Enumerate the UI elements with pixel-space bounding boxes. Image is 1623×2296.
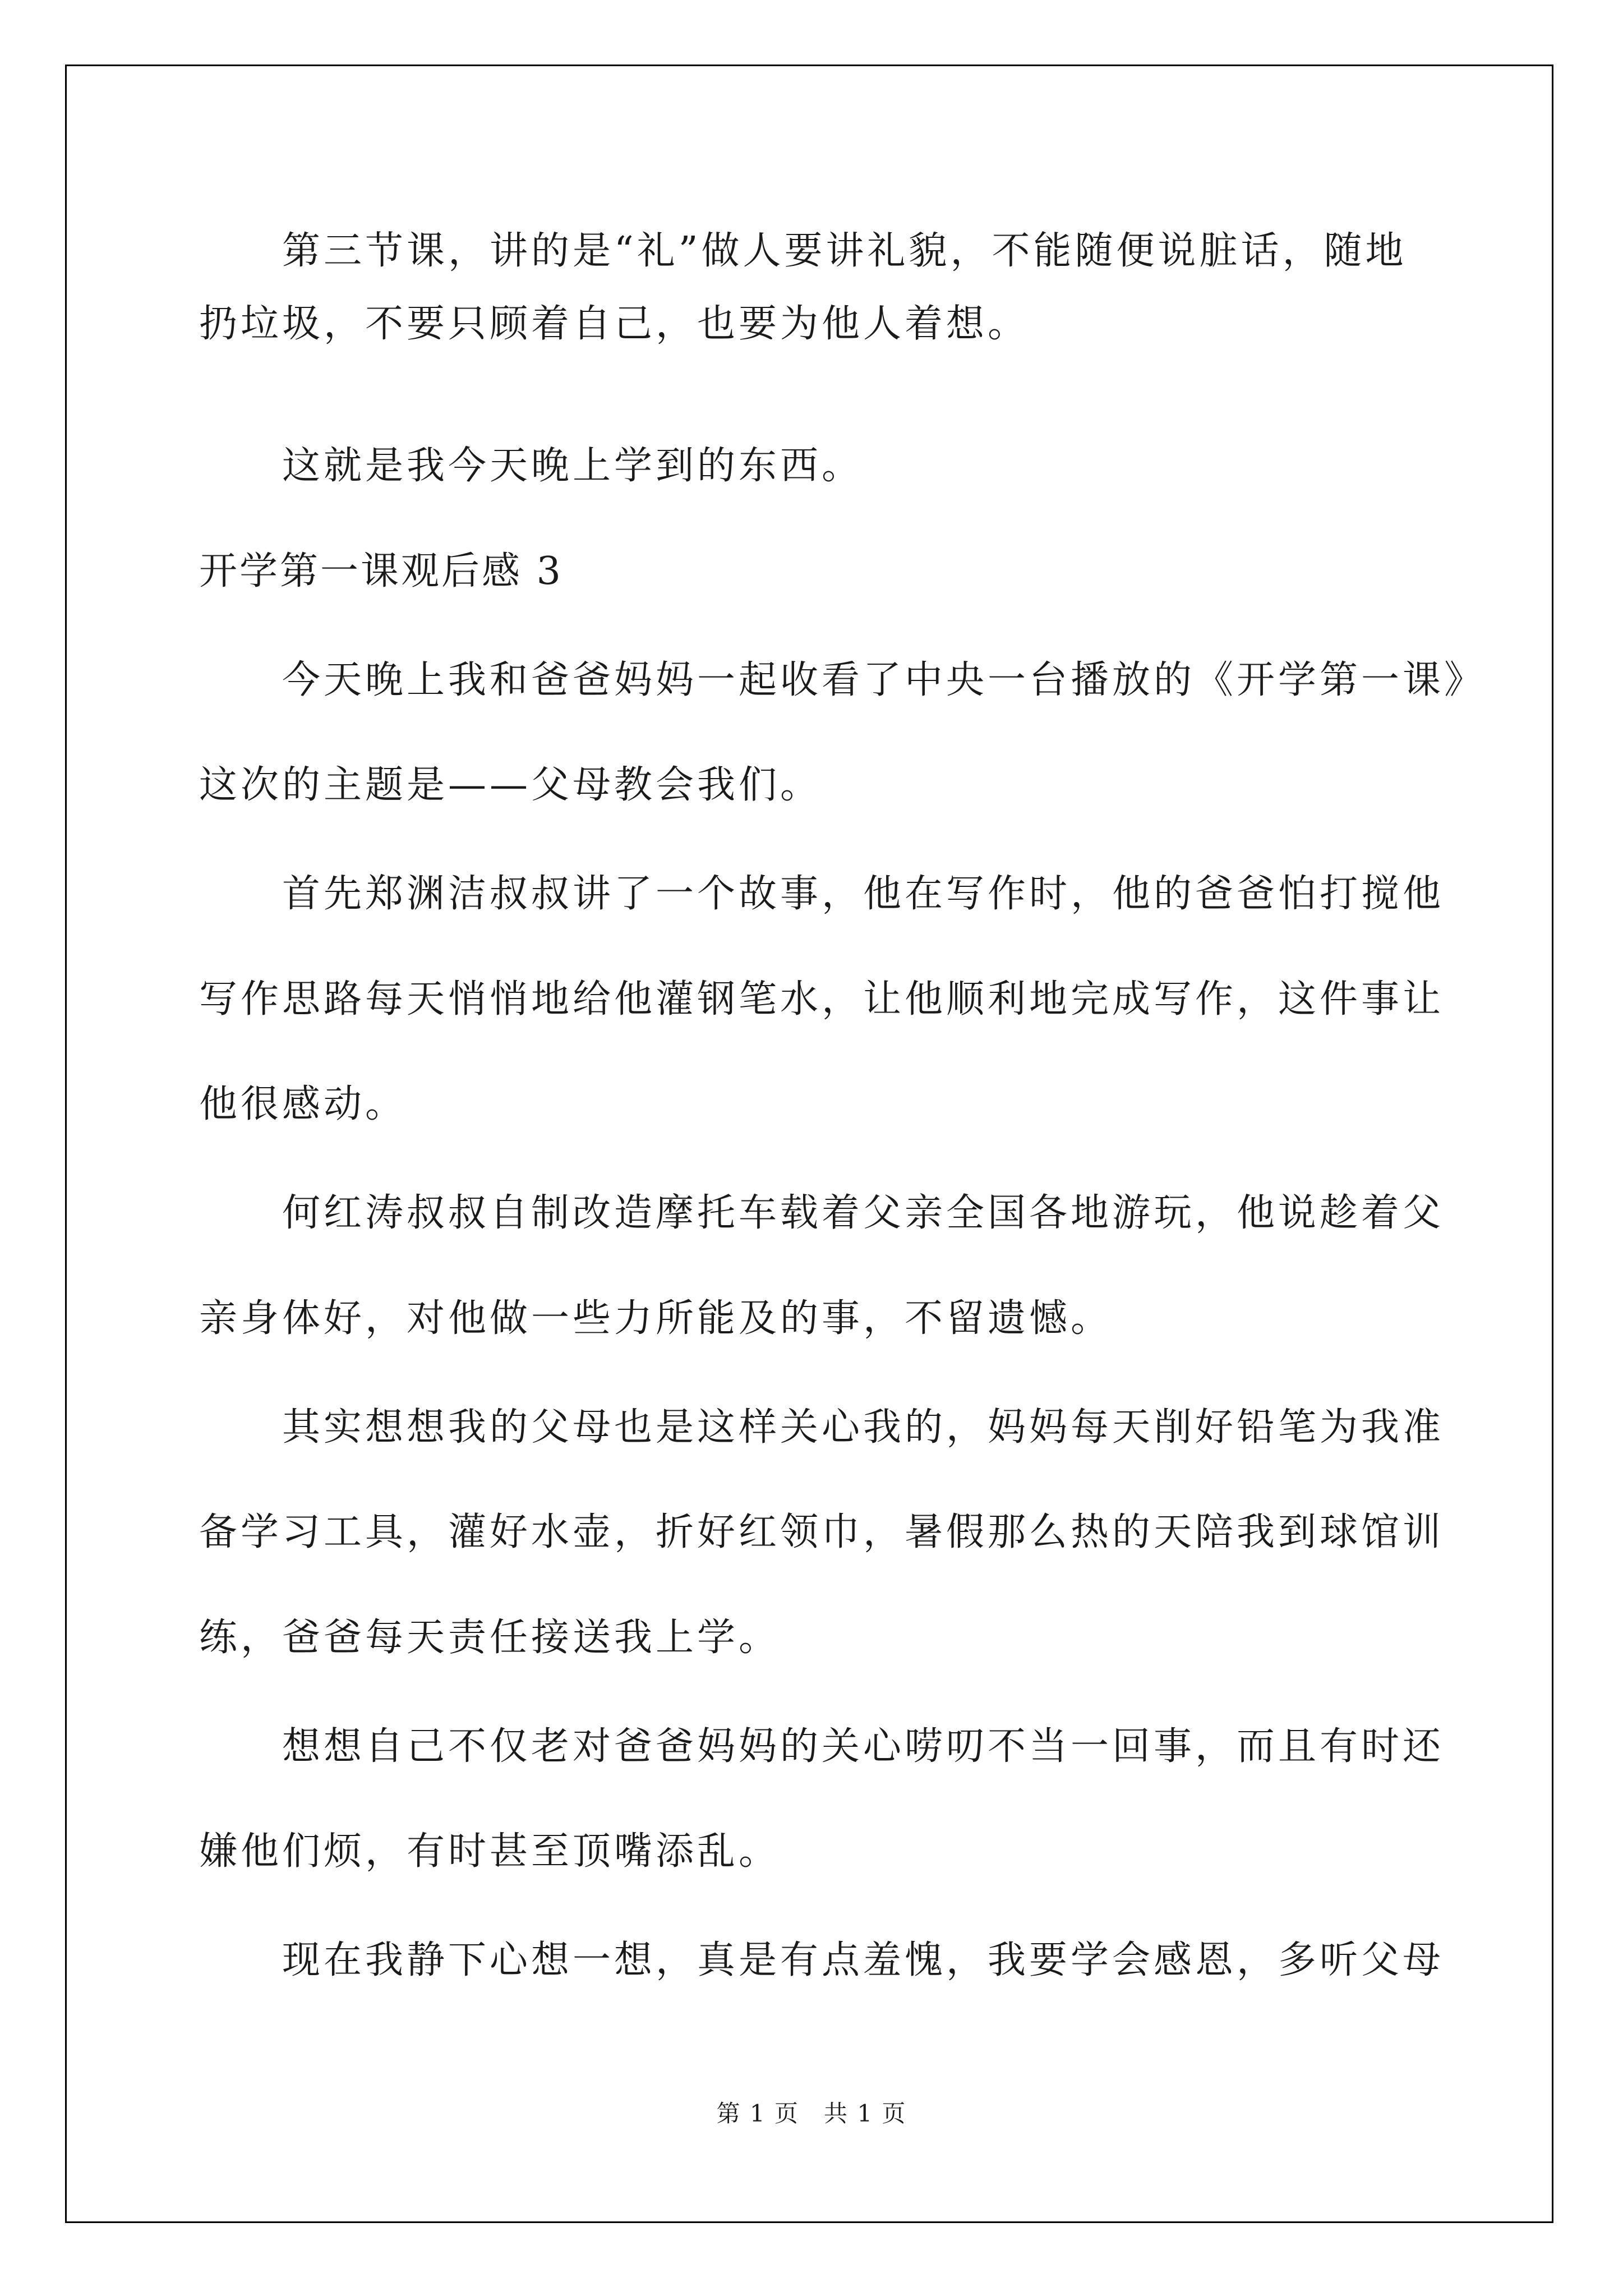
paragraph-line: 备学习工具，灌好水壶，折好红领巾，暑假那么热的天陪我到球馆训 [199,1510,1445,1554]
paragraph-line: 想想自己不仅老对爸爸妈妈的关心唠叨不当一回事，而且有时还 [282,1724,1445,1769]
paragraph-line: 嫌他们烦，有时甚至顶嘴添乱。 [199,1829,781,1874]
paragraph-line: 何红涛叔叔自制改造摩托车载着父亲全国各地游玩，他说趁着父 [282,1191,1445,1235]
page-number: 第 1 页 共 1 页 [716,2100,907,2127]
paragraph-line: 第三节课，讲的是“礼”做人要讲礼貌，不能随便说脏话，随地 [282,229,1407,273]
paragraph-line: 这次的主题是——父母教会我们。 [199,763,822,807]
section-heading: 开学第一课观后感 3 [199,549,563,593]
paragraph-line: 亲身体好，对他做一些力所能及的事，不留遗憾。 [199,1296,1113,1341]
paragraph-line: 这就是我今天晚上学到的东西。 [282,444,864,488]
paragraph-line: 今天晚上我和爸爸妈妈一起收看了中央一台播放的《开学第一课》 [282,658,1486,702]
paragraph-line: 练，爸爸每天责任接送我上学。 [199,1616,781,1660]
paragraph-line: 现在我静下心想一想，真是有点羞愧，我要学会感恩，多听父母 [282,1938,1445,1982]
page-border [65,65,1553,2223]
paragraph-line: 首先郑渊洁叔叔讲了一个故事，他在写作时，他的爸爸怕打搅他 [282,872,1445,916]
paragraph-line: 其实想想我的父母也是这样关心我的，妈妈每天削好铅笔为我准 [282,1405,1445,1450]
paragraph-line: 他很感动。 [199,1082,407,1126]
paragraph-line: 扔垃圾，不要只顾着自己，也要为他人着想。 [199,302,1030,346]
paragraph-line: 写作思路每天悄悄地给他灌钢笔水，让他顺利地完成写作，这件事让 [199,977,1445,1022]
